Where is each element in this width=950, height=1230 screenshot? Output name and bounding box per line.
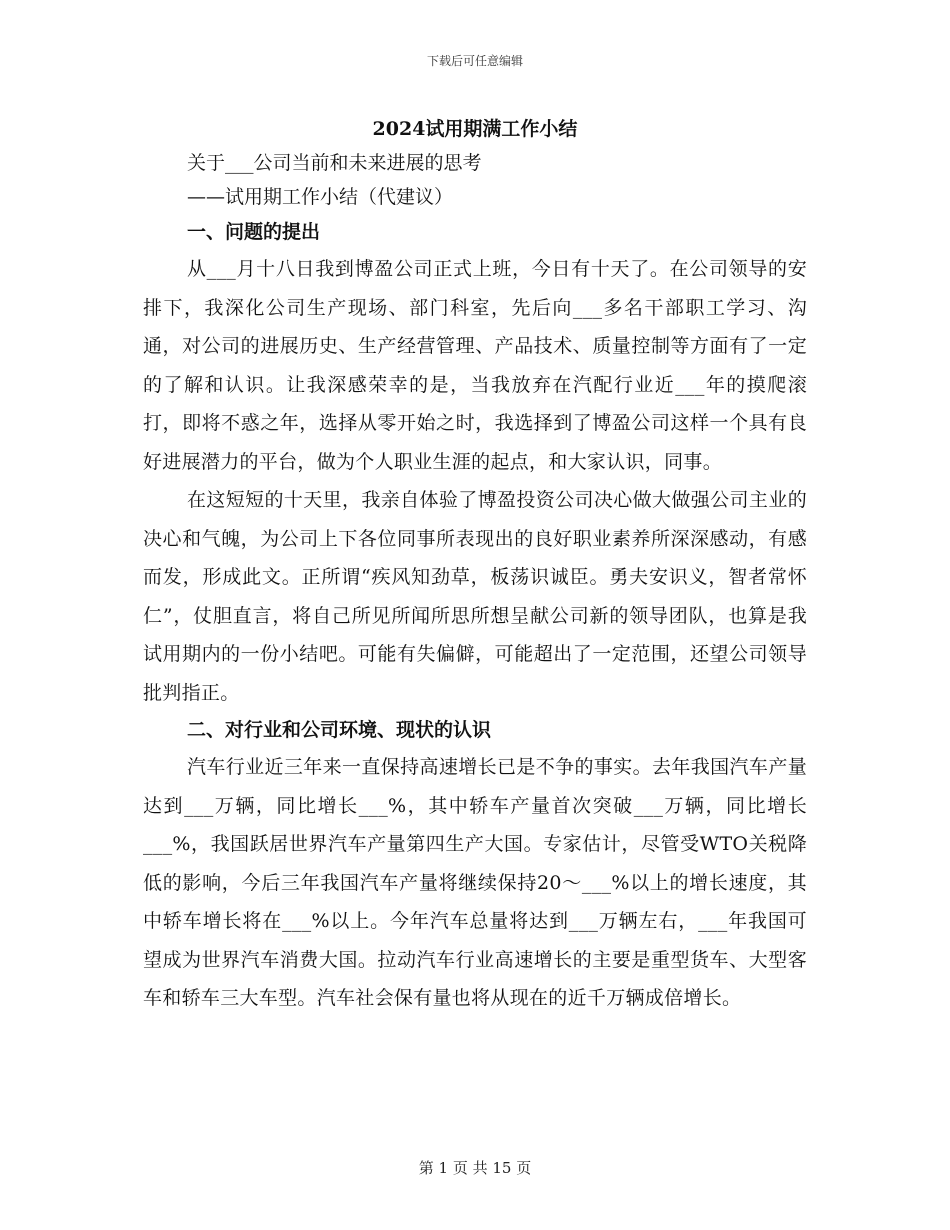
section-heading-problem: 一、问题的提出: [187, 221, 321, 243]
header-note: 下载后可任意编辑: [426, 54, 523, 68]
subtitle-summary: ——试用期工作小结（代建议）: [187, 186, 454, 208]
paragraph-industry: 汽车行业近三年来一直保持高速增长已是不争的事实。去年我国汽车产量达到___万辆，同比增长___%，其中轿车产量首次突破___万辆，同比增长___%，我国跃居世界汽车产量第四生产大国。专家估计，尽管受WTO关税降低的影响，今后三年我国汽车产量将继续保持20～___%以上的增长速度，其中轿车增长将在___%以上。今年汽车总量将达到___万辆左右，___年我国可望成为世界汽车消费大国。拉动汽车行业高速增长的主要是重型货车、大型客车和轿车三大车型。汽车社会保有量也将从现在的近千万辆成倍增长。: [143, 756, 807, 1009]
paragraph-reflection: 在这短短的十天里，我亲自体验了博盈投资公司决心做大做强公司主业的决心和气魄，为公司上下各位同事所表现出的良好职业素养所深深感动，有感而发，形成此文。正所谓“疾风知劲草，板荡识诚臣。勇夫安识义，智者常怀仁”，仗胆直言，将自己所见所闻所思所想呈献公司新的领导团队，也算是我试用期内的一份小结吧。可能有失偏僻，可能超出了一定范围，还望公司领导批判指正。: [143, 489, 807, 704]
page-footer: 第 1 页 共 15 页: [418, 1159, 532, 1177]
paragraph-introduction: 从___月十八日我到博盈公司正式上班，今日有十天了。在公司领导的安排下，我深化公司生产现场、部门科室，先后向___多名干部职工学习、沟通，对公司的进展历史、生产经营管理、产品技术、质量控制等方面有了一定的了解和认识。让我深感荣幸的是，当我放弃在汽配行业近___年的摸爬滚打，即将不惑之年，选择从零开始之时，我选择到了博盈公司这样一个具有良好进展潜力的平台，做为个人职业生涯的起点，和大家认识，同事。: [143, 258, 807, 473]
section-heading-industry: 二、对行业和公司环境、现状的认识: [187, 719, 492, 741]
document-body: [143, 112, 807, 1018]
document-title: 2024试用期满工作小结: [372, 118, 578, 140]
subtitle-topic: 关于___公司当前和未来进展的思考: [187, 152, 482, 174]
